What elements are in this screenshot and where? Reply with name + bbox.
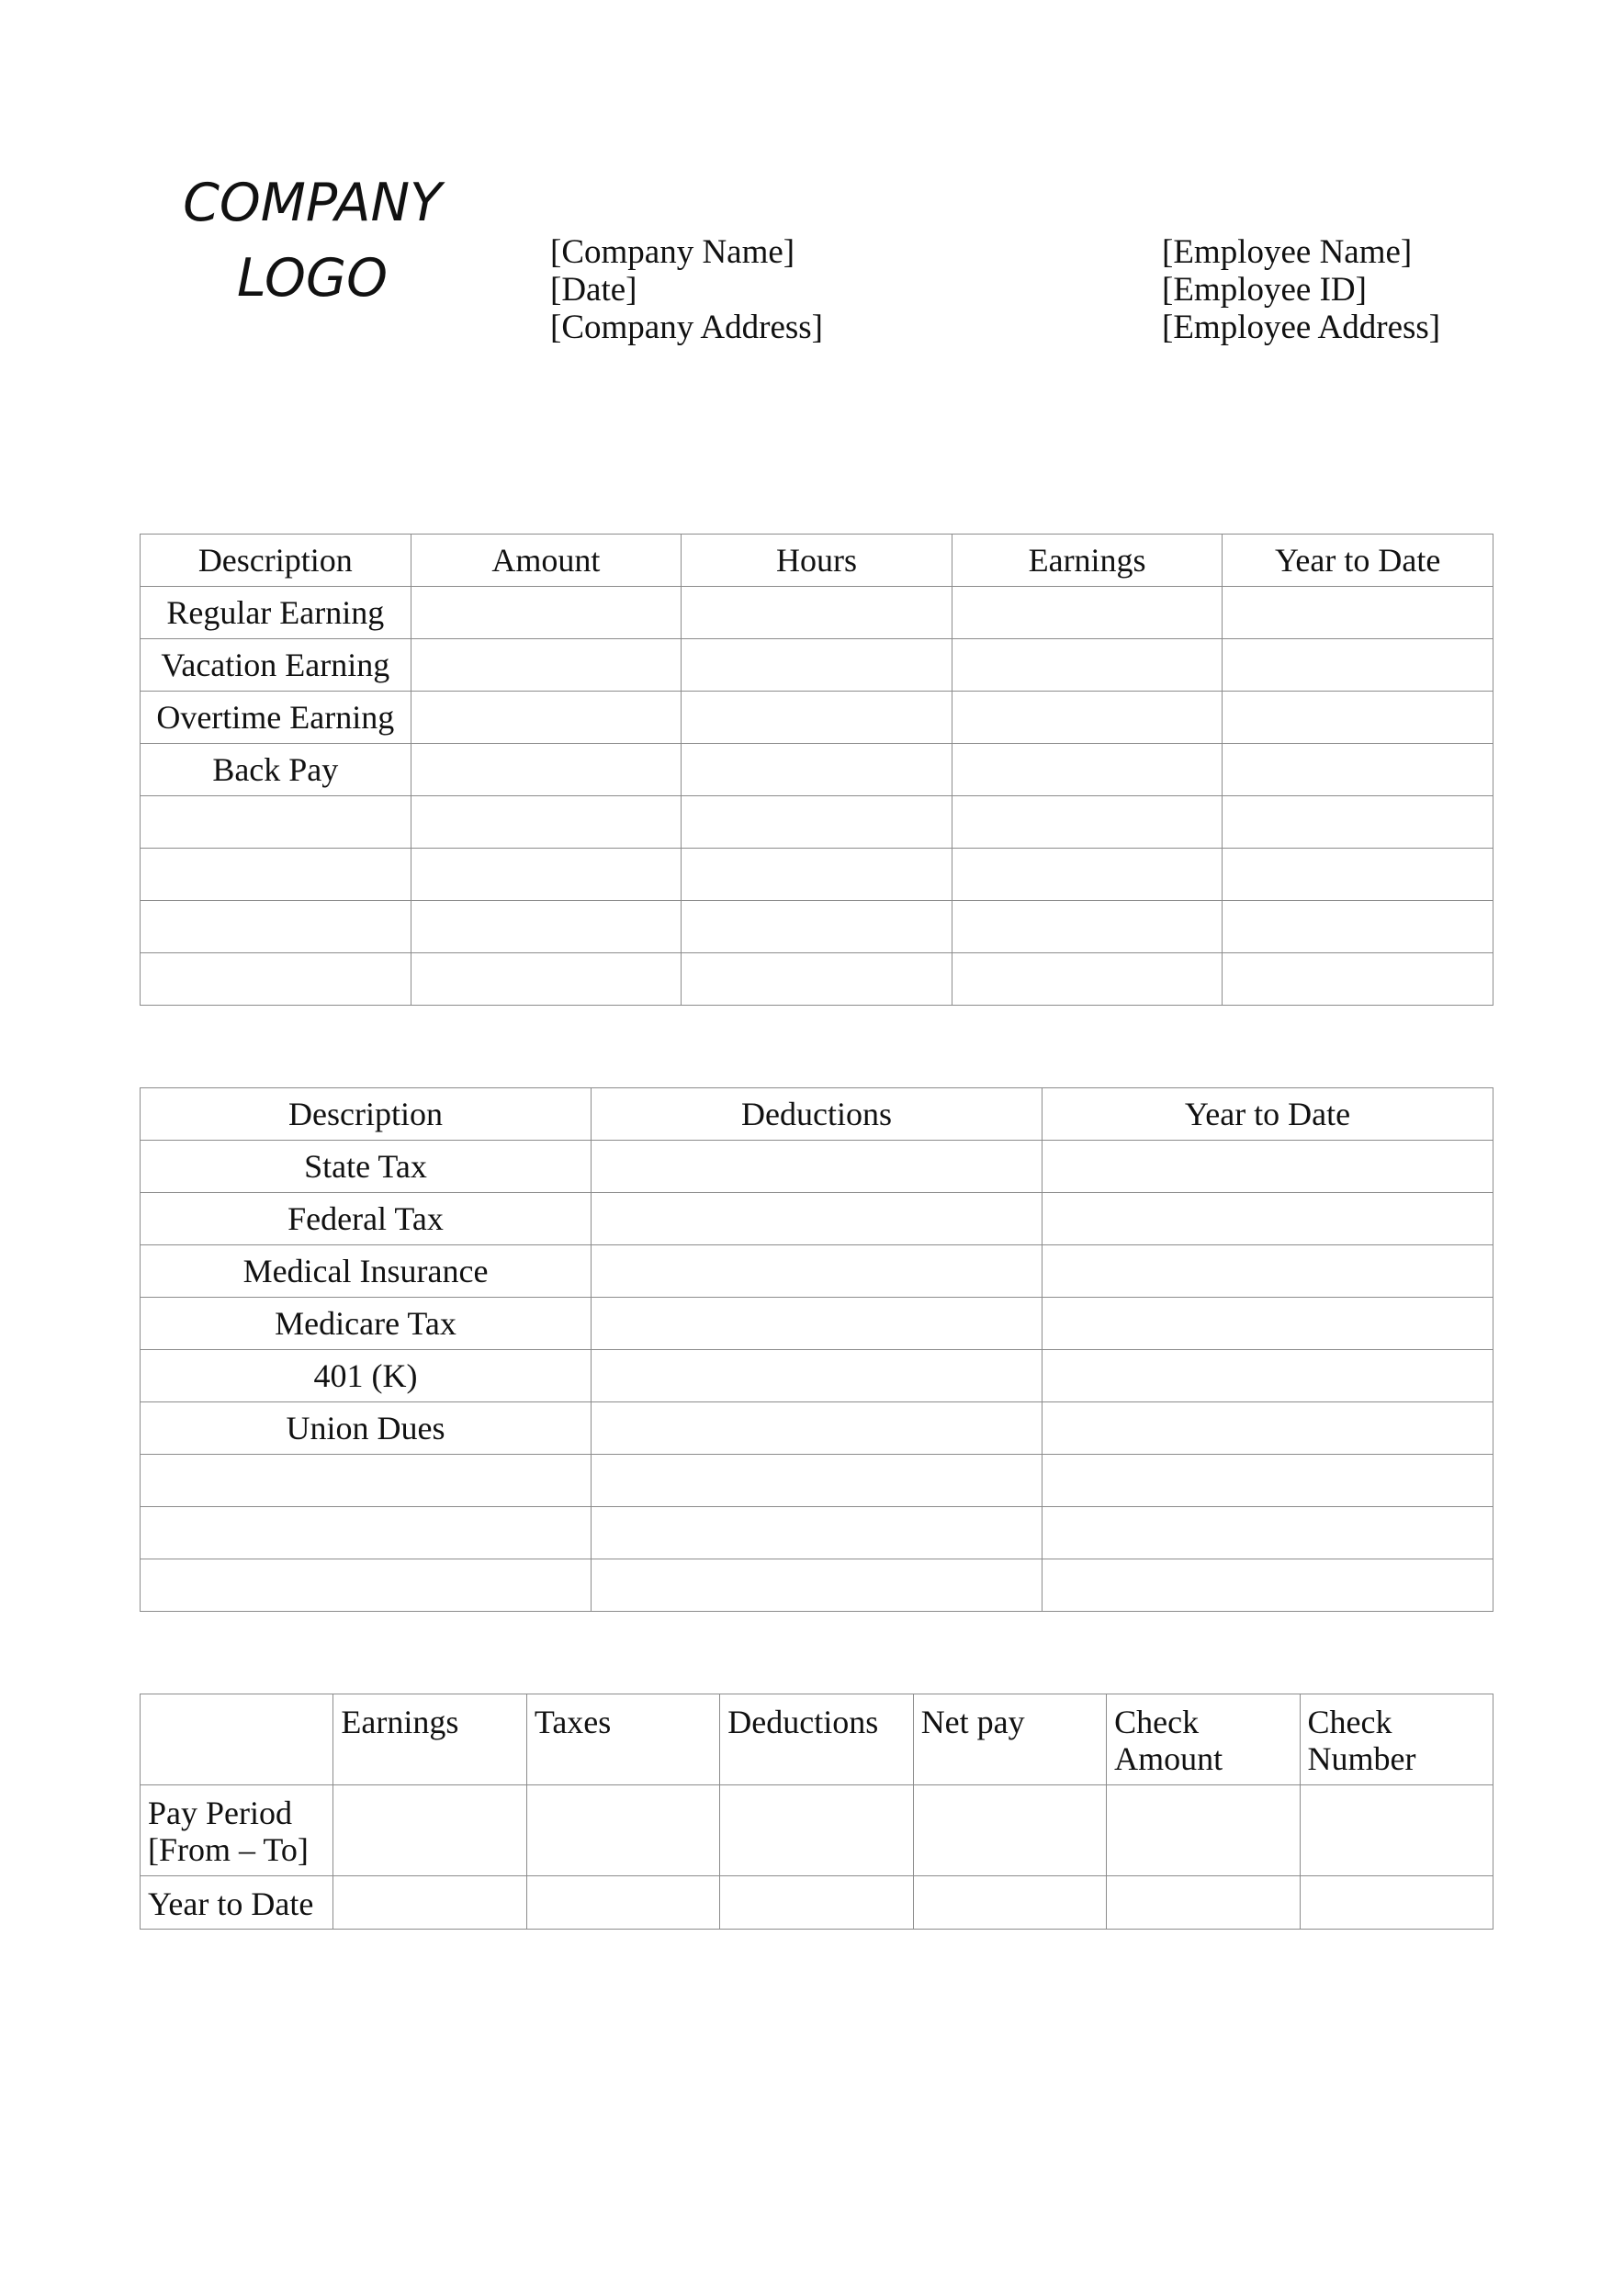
- summary-check-number-cell[interactable]: [1300, 1785, 1493, 1876]
- deductions-amount-cell[interactable]: [592, 1455, 1043, 1507]
- deductions-description-cell: Medical Insurance: [141, 1245, 592, 1298]
- earnings-ytd-cell[interactable]: [1223, 692, 1493, 744]
- logo-line-2: LOGO: [237, 248, 388, 309]
- earnings-hours-cell[interactable]: [682, 901, 952, 953]
- earnings-amount-cell[interactable]: [411, 796, 682, 849]
- earnings-header-year-to-date: Year to Date: [1223, 535, 1493, 587]
- deductions-ytd-cell[interactable]: [1043, 1402, 1493, 1455]
- deductions-description-cell[interactable]: [141, 1507, 592, 1559]
- earnings-ytd-cell[interactable]: [1223, 587, 1493, 639]
- earnings-amount-cell[interactable]: [411, 849, 682, 901]
- deductions-amount-cell[interactable]: [592, 1402, 1043, 1455]
- earnings-earnings-cell[interactable]: [952, 587, 1223, 639]
- earnings-description-cell: Overtime Earning: [141, 692, 411, 744]
- earnings-hours-cell[interactable]: [682, 796, 952, 849]
- earnings-earnings-cell[interactable]: [952, 796, 1223, 849]
- summary-header-check-number: Check Number: [1300, 1694, 1493, 1785]
- earnings-hours-cell[interactable]: [682, 953, 952, 1006]
- summary-net-pay-cell[interactable]: [913, 1876, 1106, 1930]
- earnings-hours-cell[interactable]: [682, 692, 952, 744]
- earnings-header-row: [141, 535, 1493, 587]
- earnings-description-cell: Regular Earning: [141, 587, 411, 639]
- deductions-header-row: [141, 1088, 1493, 1141]
- company-logo: [165, 165, 459, 316]
- deductions-amount-cell[interactable]: [592, 1193, 1043, 1245]
- deductions-ytd-cell[interactable]: [1043, 1141, 1493, 1193]
- deductions-description-cell[interactable]: [141, 1455, 592, 1507]
- table-row: [141, 953, 1493, 1006]
- summary-header-check-amount: Check Amount: [1107, 1694, 1300, 1785]
- earnings-earnings-cell[interactable]: [952, 639, 1223, 692]
- earnings-hours-cell[interactable]: [682, 587, 952, 639]
- earnings-description-cell[interactable]: [141, 796, 411, 849]
- summary-taxes-cell[interactable]: [526, 1785, 719, 1876]
- table-row: [141, 744, 1493, 796]
- table-row: [141, 849, 1493, 901]
- earnings-description-cell: Back Pay: [141, 744, 411, 796]
- logo-line-1: COMPANY: [183, 173, 442, 233]
- earnings-earnings-cell[interactable]: [952, 953, 1223, 1006]
- deductions-description-cell: Medicare Tax: [141, 1298, 592, 1350]
- summary-header-row: [141, 1694, 1493, 1785]
- summary-net-pay-cell[interactable]: [913, 1785, 1106, 1876]
- deductions-amount-cell[interactable]: [592, 1141, 1043, 1193]
- summary-deductions-cell[interactable]: [720, 1876, 913, 1930]
- summary-check-amount-cell[interactable]: [1107, 1876, 1300, 1930]
- table-row: [141, 1298, 1493, 1350]
- deductions-amount-cell[interactable]: [592, 1507, 1043, 1559]
- deductions-ytd-cell[interactable]: [1043, 1350, 1493, 1402]
- deductions-amount-cell[interactable]: [592, 1245, 1043, 1298]
- deductions-ytd-cell[interactable]: [1043, 1507, 1493, 1559]
- employee-address: [Employee Address]: [1162, 309, 1441, 346]
- table-row: [141, 1876, 1493, 1930]
- summary-header-net-pay: Net pay: [913, 1694, 1106, 1785]
- earnings-ytd-cell[interactable]: [1223, 901, 1493, 953]
- earnings-table: [140, 534, 1493, 1006]
- deductions-description-cell: Federal Tax: [141, 1193, 592, 1245]
- deductions-ytd-cell[interactable]: [1043, 1455, 1493, 1507]
- summary-row-label: Year to Date: [141, 1876, 333, 1930]
- earnings-description-cell[interactable]: [141, 953, 411, 1006]
- earnings-earnings-cell[interactable]: [952, 692, 1223, 744]
- company-name: [Company Name]: [550, 233, 795, 271]
- earnings-amount-cell[interactable]: [411, 587, 682, 639]
- deductions-header-description: Description: [141, 1088, 592, 1141]
- earnings-ytd-cell[interactable]: [1223, 639, 1493, 692]
- earnings-amount-cell[interactable]: [411, 744, 682, 796]
- earnings-earnings-cell[interactable]: [952, 901, 1223, 953]
- table-row: [141, 639, 1493, 692]
- deductions-table: [140, 1087, 1493, 1612]
- deductions-amount-cell[interactable]: [592, 1298, 1043, 1350]
- earnings-description-cell: Vacation Earning: [141, 639, 411, 692]
- deductions-ytd-cell[interactable]: [1043, 1559, 1493, 1612]
- earnings-amount-cell[interactable]: [411, 953, 682, 1006]
- earnings-ytd-cell[interactable]: [1223, 849, 1493, 901]
- earnings-earnings-cell[interactable]: [952, 849, 1223, 901]
- earnings-header-description: Description: [141, 535, 411, 587]
- earnings-header-amount: Amount: [411, 535, 682, 587]
- summary-deductions-cell[interactable]: [720, 1785, 913, 1876]
- deductions-amount-cell[interactable]: [592, 1559, 1043, 1612]
- earnings-description-cell[interactable]: [141, 849, 411, 901]
- deductions-amount-cell[interactable]: [592, 1350, 1043, 1402]
- earnings-amount-cell[interactable]: [411, 901, 682, 953]
- summary-header-blank: [141, 1694, 333, 1785]
- employee-name: [Employee Name]: [1162, 233, 1413, 271]
- deductions-ytd-cell[interactable]: [1043, 1298, 1493, 1350]
- earnings-header-hours: Hours: [682, 535, 952, 587]
- earnings-hours-cell[interactable]: [682, 744, 952, 796]
- table-row: [141, 1785, 1493, 1876]
- deductions-ytd-cell[interactable]: [1043, 1245, 1493, 1298]
- summary-check-number-cell[interactable]: [1300, 1876, 1493, 1930]
- table-row: [141, 1141, 1493, 1193]
- summary-header-earnings: Earnings: [333, 1694, 526, 1785]
- deductions-description-cell: 401 (K): [141, 1350, 592, 1402]
- deductions-header-deductions: Deductions: [592, 1088, 1043, 1141]
- earnings-header-earnings: Earnings: [952, 535, 1223, 587]
- table-row: [141, 796, 1493, 849]
- summary-row-label: Pay Period [From – To]: [141, 1785, 333, 1876]
- company-info: [550, 233, 823, 346]
- earnings-amount-cell[interactable]: [411, 692, 682, 744]
- earnings-ytd-cell[interactable]: [1223, 744, 1493, 796]
- earnings-hours-cell[interactable]: [682, 849, 952, 901]
- employee-info: [1162, 233, 1440, 346]
- company-address: [Company Address]: [550, 309, 823, 346]
- summary-earnings-cell[interactable]: [333, 1785, 526, 1876]
- earnings-amount-cell[interactable]: [411, 639, 682, 692]
- table-row: [141, 1350, 1493, 1402]
- company-date: [Date]: [550, 271, 637, 309]
- employee-id: [Employee ID]: [1162, 271, 1367, 309]
- table-row: [141, 1559, 1493, 1612]
- earnings-hours-cell[interactable]: [682, 639, 952, 692]
- table-row: [141, 1193, 1493, 1245]
- deductions-description-cell: State Tax: [141, 1141, 592, 1193]
- deductions-description-cell[interactable]: [141, 1559, 592, 1612]
- deductions-description-cell: Union Dues: [141, 1402, 592, 1455]
- table-row: [141, 1455, 1493, 1507]
- earnings-description-cell[interactable]: [141, 901, 411, 953]
- deductions-header-year-to-date: Year to Date: [1043, 1088, 1493, 1141]
- deductions-ytd-cell[interactable]: [1043, 1193, 1493, 1245]
- earnings-earnings-cell[interactable]: [952, 744, 1223, 796]
- summary-earnings-cell[interactable]: [333, 1876, 526, 1930]
- table-row: [141, 901, 1493, 953]
- table-row: [141, 1245, 1493, 1298]
- summary-header-deductions: Deductions: [720, 1694, 913, 1785]
- table-row: [141, 1402, 1493, 1455]
- summary-taxes-cell[interactable]: [526, 1876, 719, 1930]
- table-row: [141, 587, 1493, 639]
- table-row: [141, 692, 1493, 744]
- table-row: [141, 1507, 1493, 1559]
- earnings-ytd-cell[interactable]: [1223, 796, 1493, 849]
- summary-header-taxes: Taxes: [526, 1694, 719, 1785]
- summary-check-amount-cell[interactable]: [1107, 1785, 1300, 1876]
- earnings-ytd-cell[interactable]: [1223, 953, 1493, 1006]
- summary-table: [140, 1694, 1493, 1930]
